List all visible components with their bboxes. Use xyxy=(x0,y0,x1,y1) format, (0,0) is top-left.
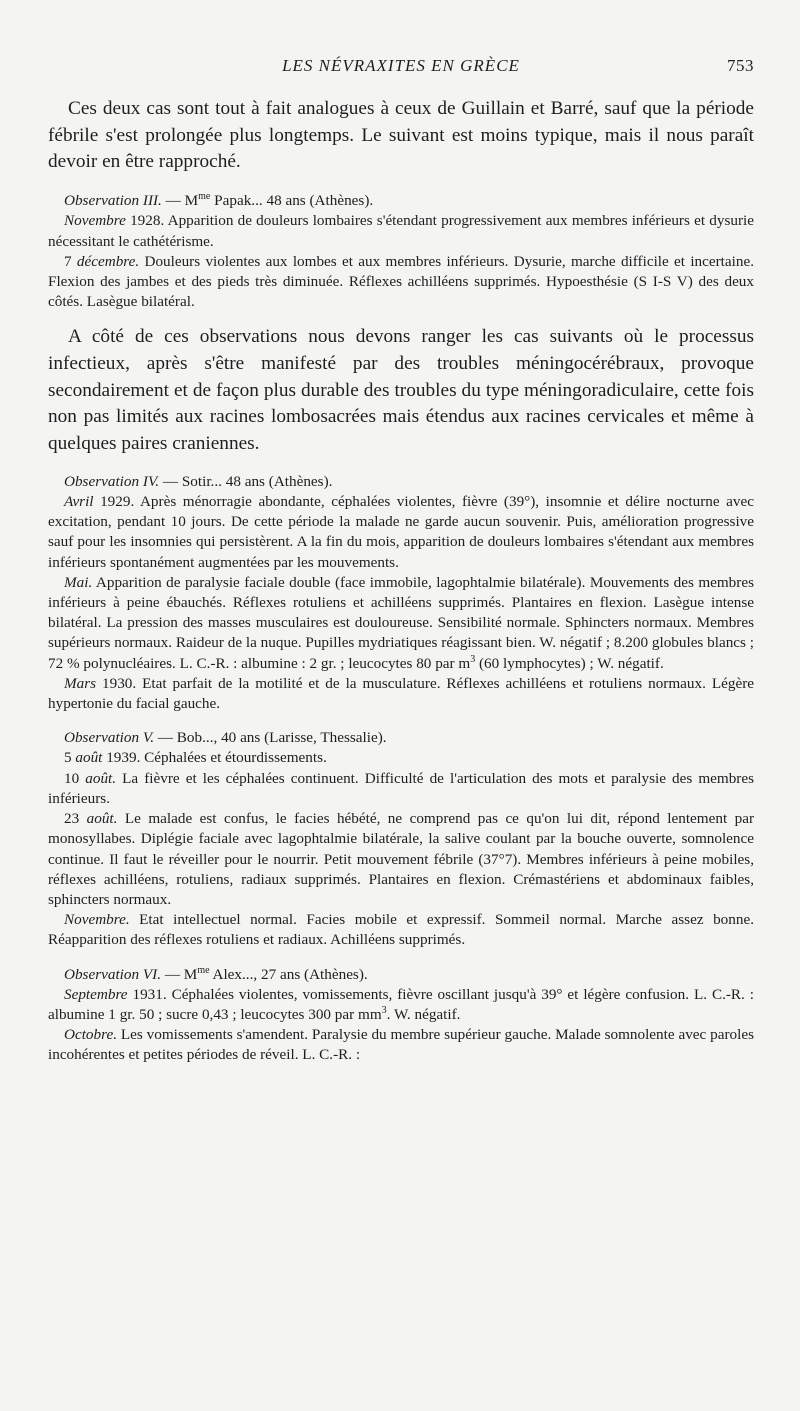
observation-3-title xyxy=(48,191,754,211)
observation-5-entry-2 xyxy=(48,769,754,809)
entry-sup: 3 xyxy=(470,653,476,665)
observation-4-entry-3 xyxy=(48,674,754,714)
entry-text: La fièvre et les céphalées continuent. Difficulté de l'articulation des mots et paralysie des membres inférieurs. xyxy=(48,769,754,807)
entry-text: Apparition de paralysie faciale double (face immobile, lagophtalmie bilatérale). Mouvements des membres inférieurs à peine ébauchés. Réflexes rotuliens et achilléens supprimés. Plantaires en flexion. Lasègue intense bilatéral. La pression des masses musculaires est douloureuse. Sensibilité normale. Sphincters normaux. Membres supérieurs normaux. Raideur de la nuque. Pupilles mydriatiques réagissant bien. W. négatif ; 8.200 globules blancs ; 72 % polynucléaires. L. C.-R. : albumine : 2 gr. ; leucocytes 80 par m xyxy=(48,573,754,672)
observation-4-title xyxy=(48,472,754,492)
journal-page xyxy=(48,56,754,1066)
observation-5-title-text: — Bob..., 40 ans (Larisse, Thessalie). xyxy=(154,729,387,747)
entry-text: 1930. Etat parfait de la motilité et de la musculature. Réflexes achilléens et rotuliens normaux. Légère hypertonie du facial gauche. xyxy=(48,674,754,713)
observation-5-entry-4 xyxy=(48,910,754,950)
observation-6-entry-2 xyxy=(48,1025,754,1065)
observation-3-sup: me xyxy=(198,191,211,203)
entry-text-after: . W. négatif. xyxy=(386,1005,461,1023)
entry-text: 1931. Céphalées violentes, vomissements, fièvre oscillant jusqu'à 39° et légère confusion. L. C.-R. : albumine 1 gr. 50 ; sucre 0,43 ; leucocytes 300 par mm xyxy=(48,985,754,1023)
observation-3-entry-2 xyxy=(48,252,754,313)
entry-date: Mai. xyxy=(64,573,93,591)
observation-6-sup: me xyxy=(197,964,210,976)
observation-4-entry-2 xyxy=(48,573,754,674)
entry-date: Septembre xyxy=(64,985,128,1003)
observation-6 xyxy=(48,965,754,1066)
entry-text: Les vomissements s'amendent. Paralysie du membre supérieur gauche. Malade somnolente avec paroles incohérentes et petites périodes de réveil. L. C.-R. : xyxy=(48,1026,754,1064)
observation-6-title-text: — M xyxy=(161,965,198,983)
observation-5-entry-1 xyxy=(48,748,754,768)
entry-prefix: 7 xyxy=(64,252,77,270)
observation-5-title xyxy=(48,728,754,748)
entry-text: Etat intellectuel normal. Facies mobile et expressif. Sommeil normal. Marche assez bonne. Réapparition des réflexes rotuliens et radiaux. Achilléens supprimés. xyxy=(48,911,754,949)
entry-text: Douleurs violentes aux lombes et aux membres inférieurs. Dysurie, marche difficile et incertaine. Flexion des jambes et des pieds très diminuée. Réflexes achilléens supprimés. Hypoesthésie (S I-S V) des deux côtés. Lasègue bilatéral. xyxy=(48,252,754,311)
entry-text: Le malade est confus, le facies hébété, ne comprend pas ce qu'on lui dit, répond lentement par monosyllabes. Diplégie faciale avec lagophtalmie bilatérale, la salive coulant par la bouche ouverte, somnolence continue. Il faut le réveiller pour le nourrir. Petit mouvement fébrile (37°7). Membres inférieurs à peine mobiles, réflexes achilléens, rotuliens, radiaux supprimés. Plantaires en flexion. Crémastériens et abdominaux faibles, sphincters normaux. xyxy=(48,810,754,908)
entry-date: décembre. xyxy=(76,252,140,270)
observation-6-title xyxy=(48,965,754,985)
observation-4 xyxy=(48,472,754,714)
running-title: LES NÉVRAXITES EN GRÈCE xyxy=(282,56,520,75)
running-header xyxy=(48,56,754,86)
entry-date: août. xyxy=(85,769,117,787)
entry-date: Mars xyxy=(64,674,97,692)
observation-3 xyxy=(48,191,754,312)
observation-4-title-text: — Sotir... 48 ans (Athènes). xyxy=(159,472,333,490)
observation-6-title-tail: Alex..., 27 ans (Athènes). xyxy=(209,965,368,983)
entry-prefix: 10 xyxy=(64,769,86,787)
observation-4-entry-1 xyxy=(48,492,754,573)
entry-prefix: 5 xyxy=(64,749,76,767)
observation-5 xyxy=(48,728,754,950)
observation-3-entry-1 xyxy=(48,211,754,251)
entry-date: Novembre. xyxy=(64,911,130,929)
intro-paragraph: Ces deux cas sont tout à fait analogues à ceux de Guillain et Barré, sauf que la période fébrile s'est prolongée plus longtemps. Le suivant est moins typique, mais il nous paraît devoir en être rapproché. xyxy=(48,98,754,173)
entry-text: 1929. Après ménorragie abondante, céphalées violentes, fièvre (39°), insomnie et délire nocturne avec excitation, pendant 10 jours. De cette période la malade ne garde aucun souvenir. Puis, amélioration progressive sauf pour les insomnies qui persistèrent. A la fin du mois, apparition de douleurs lombaires s'étendant aux membres inférieurs spontanément augmentées par les mouvements. xyxy=(48,493,754,571)
observation-5-label: Observation V. xyxy=(64,729,154,747)
entry-text: 1939. Céphalées et étourdissements. xyxy=(102,749,327,767)
observation-4-label: Observation IV. xyxy=(64,472,160,490)
entry-date: août. xyxy=(86,810,118,828)
observation-6-entry-1 xyxy=(48,985,754,1025)
entry-prefix: 23 xyxy=(64,810,87,828)
entry-text: 1928. Apparition de douleurs lombaires s'étendant progressivement aux membres inférieurs et dysurie nécessitant le cathétérisme. xyxy=(48,212,754,250)
observation-3-title-text: — M xyxy=(161,192,199,210)
middle-paragraph: A côté de ces observations nous devons ranger les cas suivants où le processus infectieux, après s'être manifesté par des troubles méningocérébraux, provoque secondairement et de façon plus durable des troubles du type méningoradiculaire, cette fois non pas limités aux racines lombosacrées mais étendus aux racines cervicales et même à quelques paires craniennes. xyxy=(48,326,754,455)
entry-text-after: (60 lymphocytes) ; W. négatif. xyxy=(475,654,664,672)
entry-date: Avril xyxy=(64,493,94,511)
entry-date: Octobre. xyxy=(64,1026,118,1044)
entry-sup: 3 xyxy=(381,1004,387,1016)
observation-5-entry-3 xyxy=(48,809,754,910)
page-number: 753 xyxy=(727,56,754,75)
observation-3-label: Observation III. xyxy=(64,192,162,210)
entry-date: Novembre xyxy=(64,212,126,230)
entry-date: août xyxy=(75,749,103,767)
observation-3-title-tail: Papak... 48 ans (Athènes). xyxy=(210,192,374,210)
observation-6-label: Observation VI. xyxy=(64,965,162,983)
